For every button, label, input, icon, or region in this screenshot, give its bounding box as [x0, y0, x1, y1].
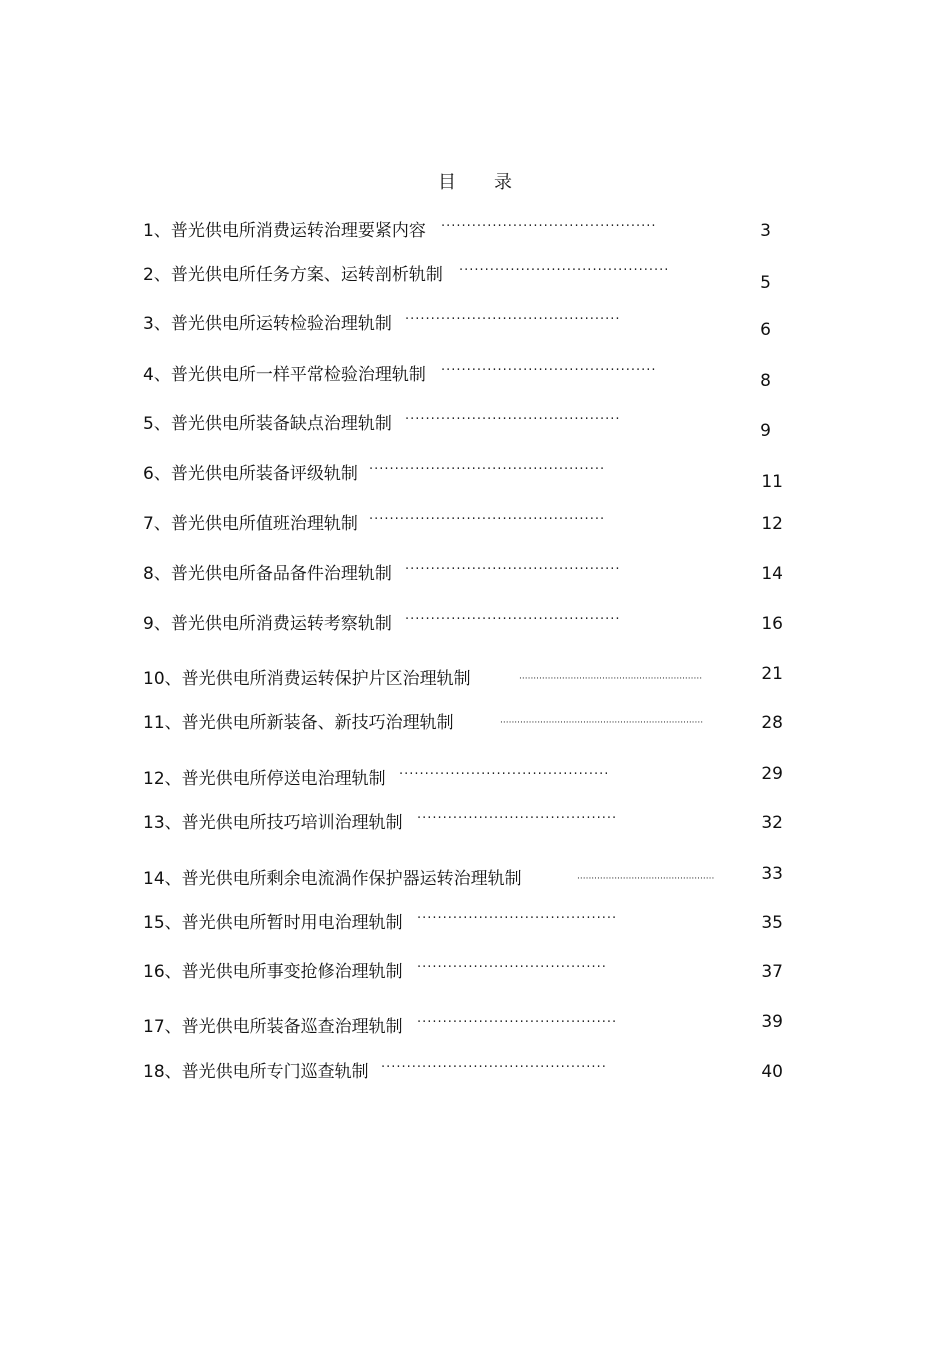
toc-leader-dots: ··········································: [405, 312, 621, 327]
toc-entry-label: 6、普光供电所装备评级轨制: [143, 464, 358, 484]
title-right: 录: [494, 172, 512, 193]
toc-leader-dots: ··········································: [441, 363, 657, 378]
toc-entry-label: 5、普光供电所装备缺点治理轨制: [143, 414, 392, 434]
toc-entry-label: 4、普光供电所一样平常检验治理轨制: [143, 365, 426, 385]
toc-entry[interactable]: [143, 911, 788, 935]
toc-page-number: 37: [761, 962, 783, 982]
toc-page-number: 28: [761, 713, 783, 733]
toc-page-number: 35: [761, 913, 783, 933]
toc-leader-dots: ··········································: [441, 219, 657, 234]
toc-entry-label: 2、普光供电所任务方案、运转剖析轨制: [143, 265, 443, 285]
toc-entry[interactable]: [143, 512, 788, 536]
toc-leader-dots: ··········································: [405, 562, 621, 577]
toc-leader-dots: ·········································: [399, 767, 610, 782]
toc-entry[interactable]: [143, 219, 788, 243]
toc-entry[interactable]: [143, 312, 788, 340]
toc-page-number: 8: [760, 371, 771, 391]
toc-leader-dots: ············································: [381, 1060, 607, 1075]
toc-page-number: 3: [760, 221, 771, 241]
toc-page-number: 32: [761, 813, 783, 833]
toc-entry-label: 18、普光供电所专门巡查轨制: [143, 1062, 369, 1082]
toc-page-number: 12: [761, 514, 783, 534]
toc-leader-dots: ··········································: [405, 412, 621, 427]
toc-page-number: 40: [761, 1062, 783, 1082]
toc-entry[interactable]: [143, 462, 788, 492]
toc-page-number: 14: [761, 564, 783, 584]
toc-leader-dots: ·······································: [417, 1015, 618, 1030]
toc-entry[interactable]: [143, 612, 788, 636]
toc-entry-label: 3、普光供电所运转检验治理轨制: [143, 314, 392, 334]
toc-page-number: 29: [761, 764, 783, 784]
toc-entry-label: 10、普光供电所消费运转保护片区治理轨制: [143, 669, 471, 689]
toc-leader-dots: ·······································: [417, 911, 618, 926]
toc-entry-label: 16、普光供电所事变抢修治理轨制: [143, 962, 403, 982]
toc-leader-dots: ·······································: [417, 811, 618, 826]
toc-page-number: 9: [760, 421, 771, 441]
toc-page-number: 11: [761, 472, 783, 492]
toc-leader-dots: ··············································: [369, 462, 606, 477]
toc-entry[interactable]: [143, 960, 788, 984]
toc-leader-dots: ·····································: [417, 960, 607, 975]
toc-leader-dots: ································································: [519, 674, 703, 684]
toc-entry[interactable]: [143, 864, 788, 891]
toc-leader-dots: ··········································: [405, 612, 621, 627]
toc-page-number: 21: [761, 664, 783, 684]
toc-entry-label: 13、普光供电所技巧培训治理轨制: [143, 813, 403, 833]
toc-entry-label: 17、普光供电所装备巡查治理轨制: [143, 1017, 403, 1037]
toc-page-number: 5: [760, 273, 771, 293]
toc-page-number: 16: [761, 614, 783, 634]
toc-entry-label: 8、普光供电所备品备件治理轨制: [143, 564, 392, 584]
toc-page-number: 39: [761, 1012, 783, 1032]
toc-entry[interactable]: [143, 811, 788, 835]
toc-page-number: 6: [760, 320, 771, 340]
toc-entry[interactable]: [143, 263, 788, 293]
toc-page-number: 33: [761, 864, 783, 884]
toc-entry[interactable]: [143, 711, 788, 735]
toc-entry[interactable]: [143, 1060, 788, 1084]
toc-entry-label: 12、普光供电所停送电治理轨制: [143, 769, 386, 789]
toc-entry-label: 7、普光供电所值班治理轨制: [143, 514, 358, 534]
toc-leader-dots: ·········································: [459, 263, 670, 278]
toc-entry-label: 14、普光供电所剩余电流渦作保护器运转治理轨制: [143, 869, 522, 889]
toc-entry[interactable]: [143, 764, 788, 791]
toc-entry[interactable]: [143, 363, 788, 391]
toc-entry-label: 1、普光供电所消费运转治理要紧内容: [143, 221, 426, 241]
toc-entry[interactable]: [143, 412, 788, 441]
toc-entry[interactable]: [143, 562, 788, 586]
title-left: 目: [438, 172, 456, 193]
toc-entry-label: 11、普光供电所新装备、新技巧治理轨制: [143, 713, 454, 733]
toc-entry-label: 15、普光供电所暂时用电治理轨制: [143, 913, 403, 933]
page-title: [0, 168, 950, 194]
toc-leader-dots: ··············································: [369, 512, 606, 527]
toc-entry-label: 9、普光供电所消费运转考察轨制: [143, 614, 392, 634]
toc-leader-dots: ················································: [577, 874, 715, 884]
toc-entry[interactable]: [143, 1012, 788, 1039]
toc-entry[interactable]: [143, 664, 788, 691]
toc-leader-dots: ·······································································: [500, 718, 704, 728]
